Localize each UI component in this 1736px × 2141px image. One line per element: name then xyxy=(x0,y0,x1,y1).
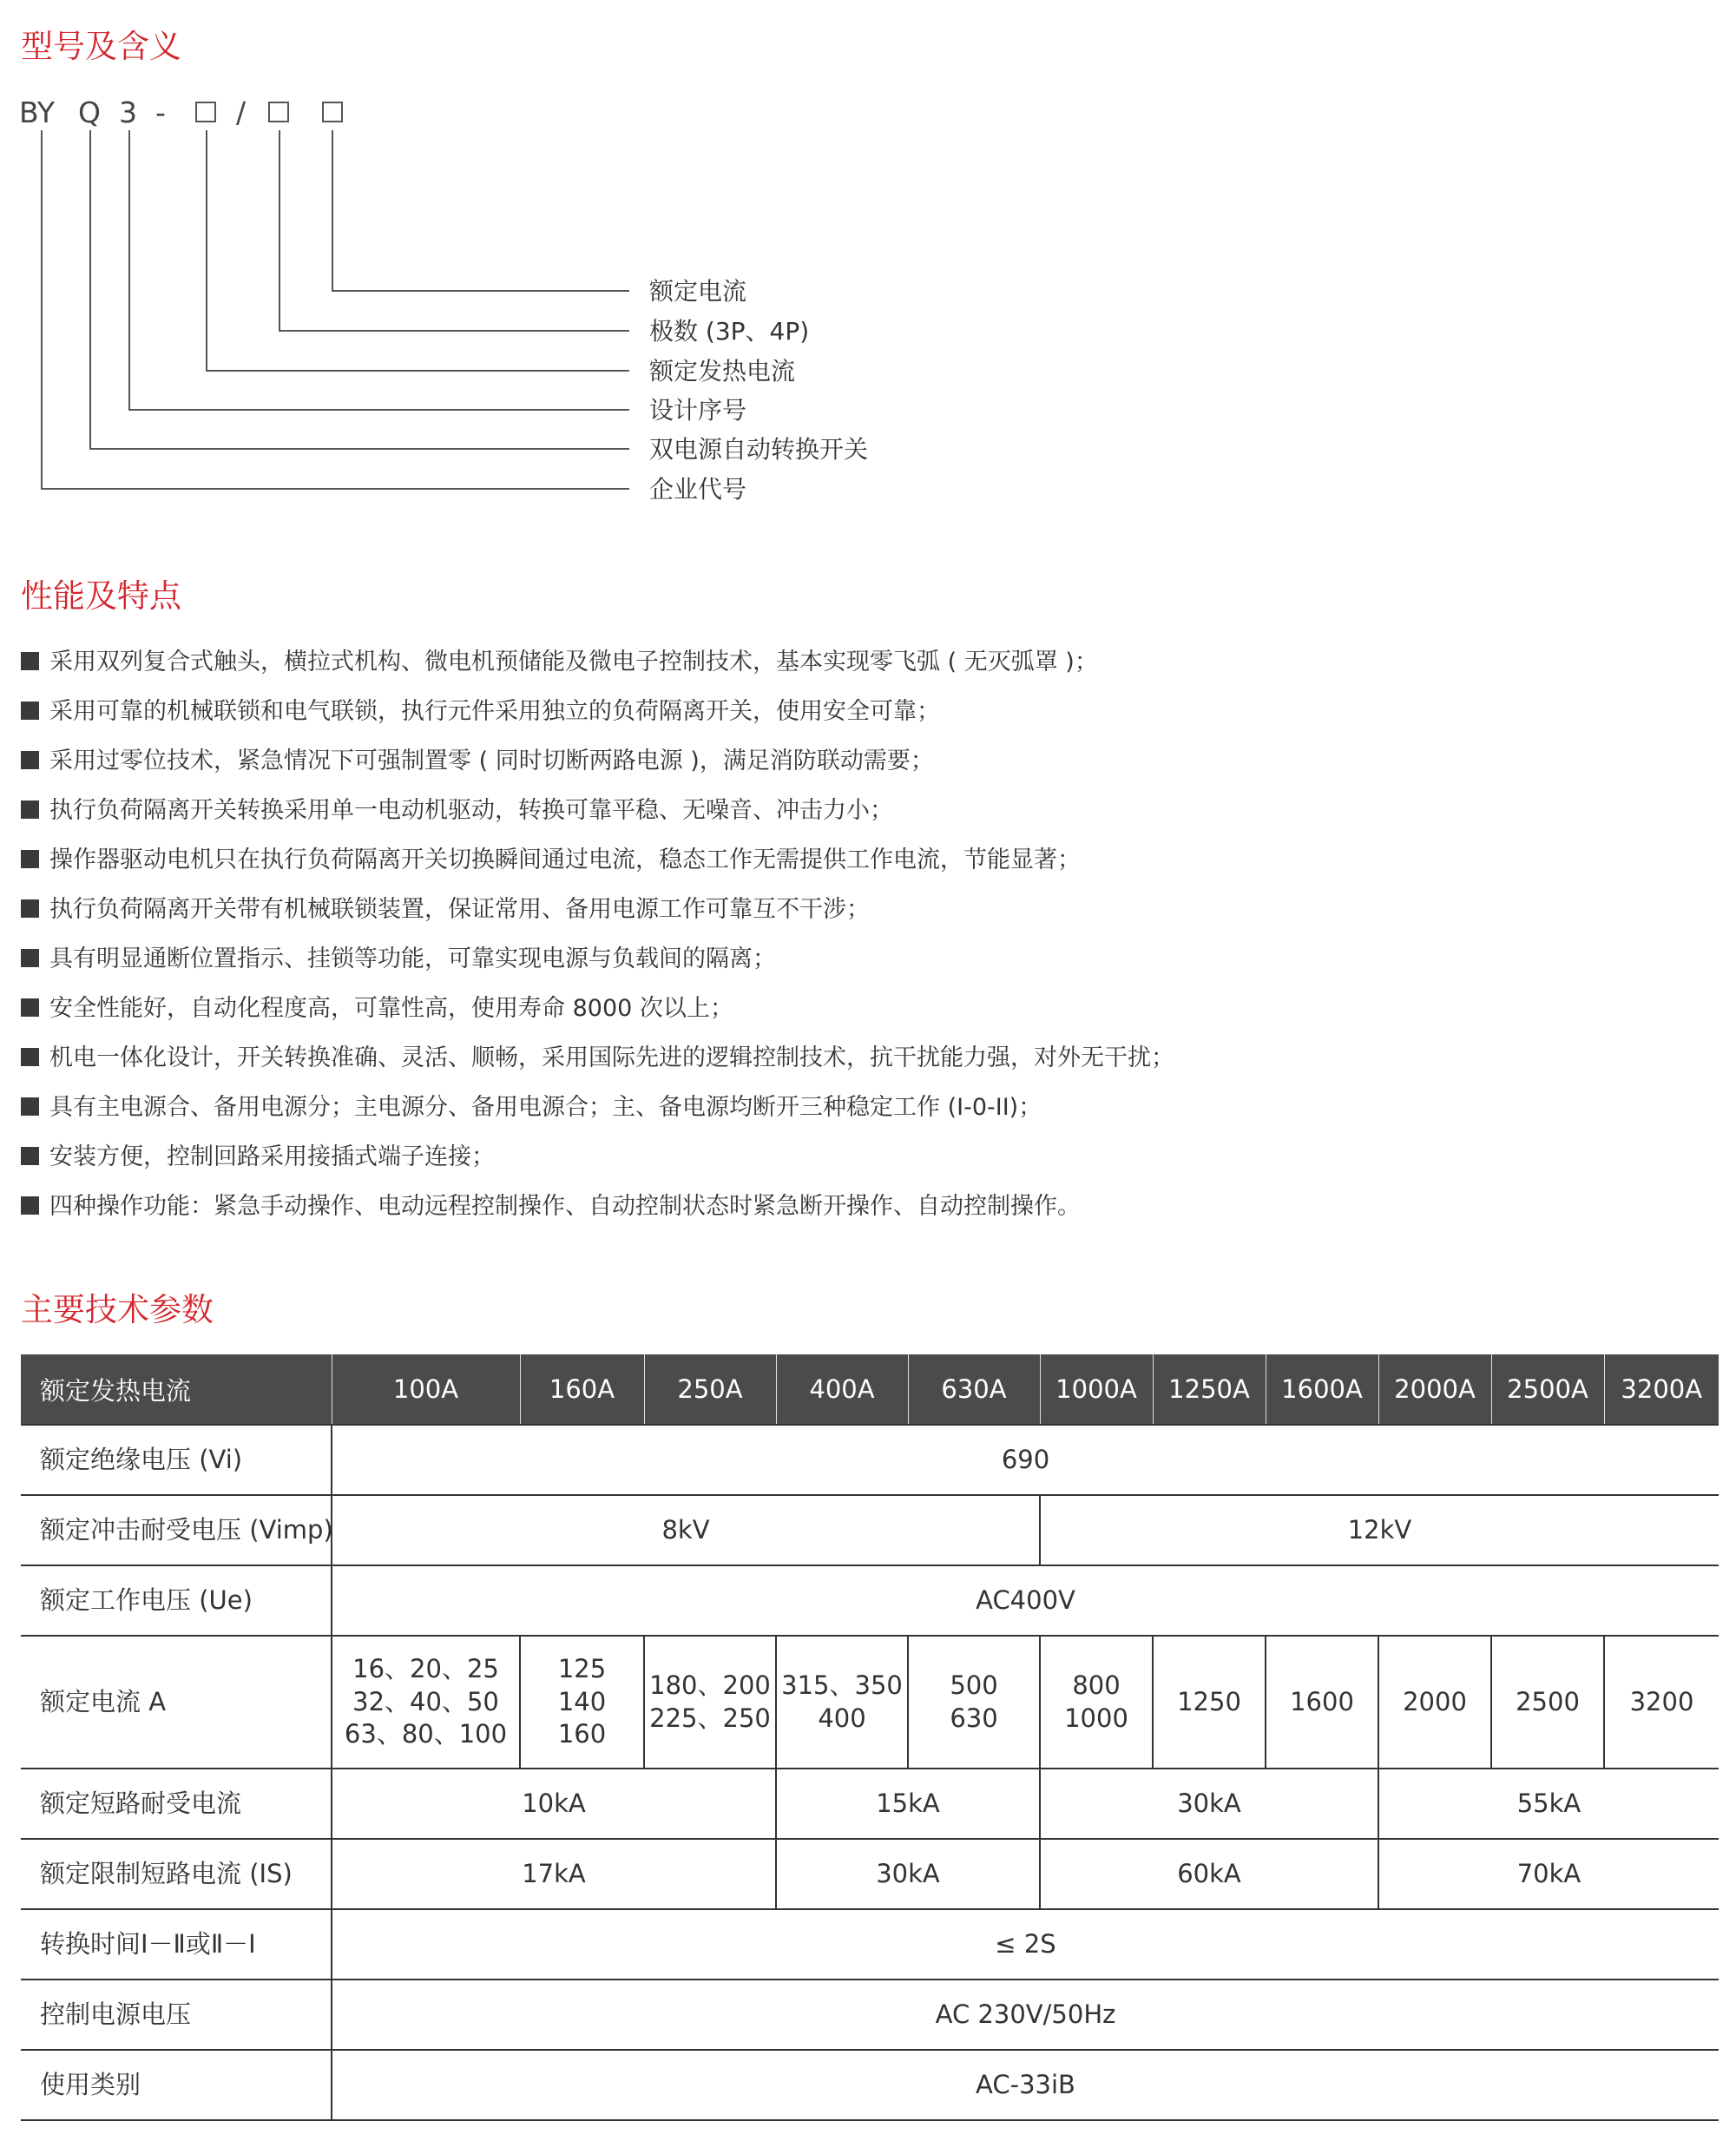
feature-item: 机电一体化设计，开关转换准确、灵活、顺畅，采用国际先进的逻辑控制技术，抗干扰能力强，对外无干扰； xyxy=(21,1046,1174,1070)
cell-current-2500a: 2500 xyxy=(1491,1636,1604,1769)
cell-short-withstand-1: 10kA xyxy=(332,1769,776,1839)
section-title-model: 型号及含义 xyxy=(21,28,181,65)
legend-rated-current: 额定电流 xyxy=(649,277,747,306)
connector-poles-h xyxy=(279,330,629,332)
header-col-2500a: 2500A xyxy=(1491,1354,1604,1425)
cell-category: AC-33iB xyxy=(332,2050,1719,2120)
connector-design-v xyxy=(128,130,130,410)
square-bullet-icon xyxy=(21,998,39,1017)
feature-item: 具有明显通断位置指示、挂锁等功能，可靠实现电源与负载间的隔离； xyxy=(21,947,776,971)
square-bullet-icon xyxy=(21,1048,39,1066)
cell-current-400a: 315、350 400 xyxy=(776,1636,908,1769)
connector-company-h xyxy=(41,488,629,490)
cell-short-limit-3: 60kA xyxy=(1040,1839,1378,1909)
header-col-2000a: 2000A xyxy=(1378,1354,1491,1425)
cell-switch-time: ≤ 2S xyxy=(332,1909,1719,1980)
table-row xyxy=(21,1565,1719,1636)
header-col-250a: 250A xyxy=(644,1354,776,1425)
table-row xyxy=(21,1980,1719,2050)
connector-company-v xyxy=(41,130,43,489)
square-bullet-icon xyxy=(21,1147,39,1165)
feature-item: 采用过零位技术，紧急情况下可强制置零 ( 同时切断两路电源 )，满足消防联动需要； xyxy=(21,749,934,773)
connector-ats-v xyxy=(89,130,91,449)
code-part-q: Q xyxy=(78,96,101,129)
square-bullet-icon xyxy=(21,800,39,819)
cell-control-voltage: AC 230V/50Hz xyxy=(332,1980,1719,2050)
cell-short-limit-2: 30kA xyxy=(776,1839,1040,1909)
feature-item: 操作器驱动电机只在执行负荷隔离开关切换瞬间通过电流，稳态工作无需提供工作电流，节能显著； xyxy=(21,848,1081,872)
header-col-630a: 630A xyxy=(908,1354,1040,1425)
cell-current-2000a: 2000 xyxy=(1378,1636,1491,1769)
square-bullet-icon xyxy=(21,652,39,670)
cell-current-1600a: 1600 xyxy=(1266,1636,1378,1769)
connector-design-h xyxy=(128,409,629,411)
square-bullet-icon xyxy=(21,949,39,967)
section-title-features: 性能及特点 xyxy=(21,577,181,615)
code-part-dash: - xyxy=(155,96,166,129)
row-label-short-limit: 额定限制短路电流 (IS) xyxy=(21,1839,332,1909)
legend-heating-current: 额定发热电流 xyxy=(649,357,796,385)
code-part-by: BY xyxy=(19,96,55,129)
legend-company-code: 企业代号 xyxy=(649,475,747,504)
cell-current-630a: 500 630 xyxy=(908,1636,1040,1769)
square-bullet-icon xyxy=(21,751,39,769)
connector-ats-h xyxy=(89,448,629,450)
connector-poles-v xyxy=(279,130,280,331)
square-bullet-icon xyxy=(21,1196,39,1215)
table-row xyxy=(21,1909,1719,1980)
table-row xyxy=(21,1839,1719,1909)
code-part-3: 3 xyxy=(119,96,137,129)
header-col-400a: 400A xyxy=(776,1354,908,1425)
cell-current-1250a: 1250 xyxy=(1153,1636,1266,1769)
header-label: 额定发热电流 xyxy=(21,1354,332,1425)
row-label-current: 额定电流 A xyxy=(21,1636,332,1769)
code-box-heating-current xyxy=(195,102,216,122)
feature-item: 执行负荷隔离开关转换采用单一电动机驱动，转换可靠平稳、无噪音、冲击力小； xyxy=(21,799,893,822)
legend-poles: 极数 (3P、4P) xyxy=(649,317,810,346)
row-label-short-withstand: 额定短路耐受电流 xyxy=(21,1769,332,1839)
code-box-poles xyxy=(268,102,289,122)
feature-item: 安装方便，控制回路采用接插式端子连接； xyxy=(21,1145,495,1169)
code-box-rated-current xyxy=(322,102,343,122)
connector-heating-h xyxy=(206,370,629,372)
cell-short-withstand-2: 15kA xyxy=(776,1769,1040,1839)
table-header-row xyxy=(21,1354,1719,1425)
cell-ue: AC400V xyxy=(332,1565,1719,1636)
cell-vi: 690 xyxy=(332,1425,1719,1495)
feature-item: 采用双列复合式触头，横拉式机构、微电机预储能及微电子控制技术，基本实现零飞弧 ( 无灭弧罩 )； xyxy=(21,650,1098,674)
cell-current-250a: 180、200 225、250 xyxy=(644,1636,776,1769)
row-label-switch-time: 转换时间Ⅰ－Ⅱ或Ⅱ－Ⅰ xyxy=(21,1909,332,1980)
table-row xyxy=(21,1495,1719,1565)
cell-vimp-low: 8kV xyxy=(332,1495,1040,1565)
connector-rated-current-v xyxy=(332,130,333,291)
code-part-slash: / xyxy=(236,96,247,129)
cell-current-1000a: 800 1000 xyxy=(1040,1636,1153,1769)
table-row xyxy=(21,2050,1719,2120)
feature-item: 安全性能好，自动化程度高，可靠性高，使用寿命 8000 次以上； xyxy=(21,997,733,1020)
section-title-params: 主要技术参数 xyxy=(21,1291,214,1328)
tech-params-table xyxy=(21,1354,1719,2121)
header-col-1600a: 1600A xyxy=(1266,1354,1378,1425)
square-bullet-icon xyxy=(21,1097,39,1116)
row-label-category: 使用类别 xyxy=(21,2050,332,2120)
connector-heating-v xyxy=(206,130,207,371)
header-col-3200a: 3200A xyxy=(1604,1354,1719,1425)
table-row xyxy=(21,1425,1719,1495)
square-bullet-icon xyxy=(21,702,39,720)
feature-item: 具有主电源合、备用电源分；主电源分、备用电源合；主、备电源均断开三种稳定工作 (I-0-II)； xyxy=(21,1096,1042,1119)
header-col-100a: 100A xyxy=(332,1354,520,1425)
cell-short-withstand-3: 30kA xyxy=(1040,1769,1378,1839)
feature-item: 采用可靠的机械联锁和电气联锁，执行元件采用独立的负荷隔离开关，使用安全可靠； xyxy=(21,700,940,723)
header-col-1250a: 1250A xyxy=(1153,1354,1266,1425)
feature-item: 四种操作功能：紧急手动操作、电动远程控制操作、自动控制状态时紧急断开操作、自动控制操作。 xyxy=(21,1195,1081,1218)
square-bullet-icon xyxy=(21,899,39,918)
feature-item: 执行负荷隔离开关带有机械联锁装置，保证常用、备用电源工作可靠互不干涉； xyxy=(21,898,870,921)
row-label-control-voltage: 控制电源电压 xyxy=(21,1980,332,2050)
row-label-vi: 额定绝缘电压 (Vi) xyxy=(21,1425,332,1495)
connector-rated-current-h xyxy=(332,290,629,292)
table-row xyxy=(21,1769,1719,1839)
header-col-160a: 160A xyxy=(520,1354,644,1425)
legend-ats: 双电源自动转换开关 xyxy=(649,435,869,464)
cell-short-withstand-4: 55kA xyxy=(1378,1769,1719,1839)
header-col-1000a: 1000A xyxy=(1040,1354,1153,1425)
cell-current-100a: 16、20、25 32、40、50 63、80、100 xyxy=(332,1636,520,1769)
table-row xyxy=(21,1636,1719,1769)
cell-short-limit-1: 17kA xyxy=(332,1839,776,1909)
legend-design-number: 设计序号 xyxy=(649,396,747,425)
cell-current-160a: 125 140 160 xyxy=(520,1636,644,1769)
cell-current-3200a: 3200 xyxy=(1604,1636,1719,1769)
square-bullet-icon xyxy=(21,850,39,868)
cell-vimp-high: 12kV xyxy=(1040,1495,1719,1565)
row-label-vimp: 额定冲击耐受电压 (Vimp) xyxy=(21,1495,332,1565)
cell-short-limit-4: 70kA xyxy=(1378,1839,1719,1909)
row-label-ue: 额定工作电压 (Ue) xyxy=(21,1565,332,1636)
